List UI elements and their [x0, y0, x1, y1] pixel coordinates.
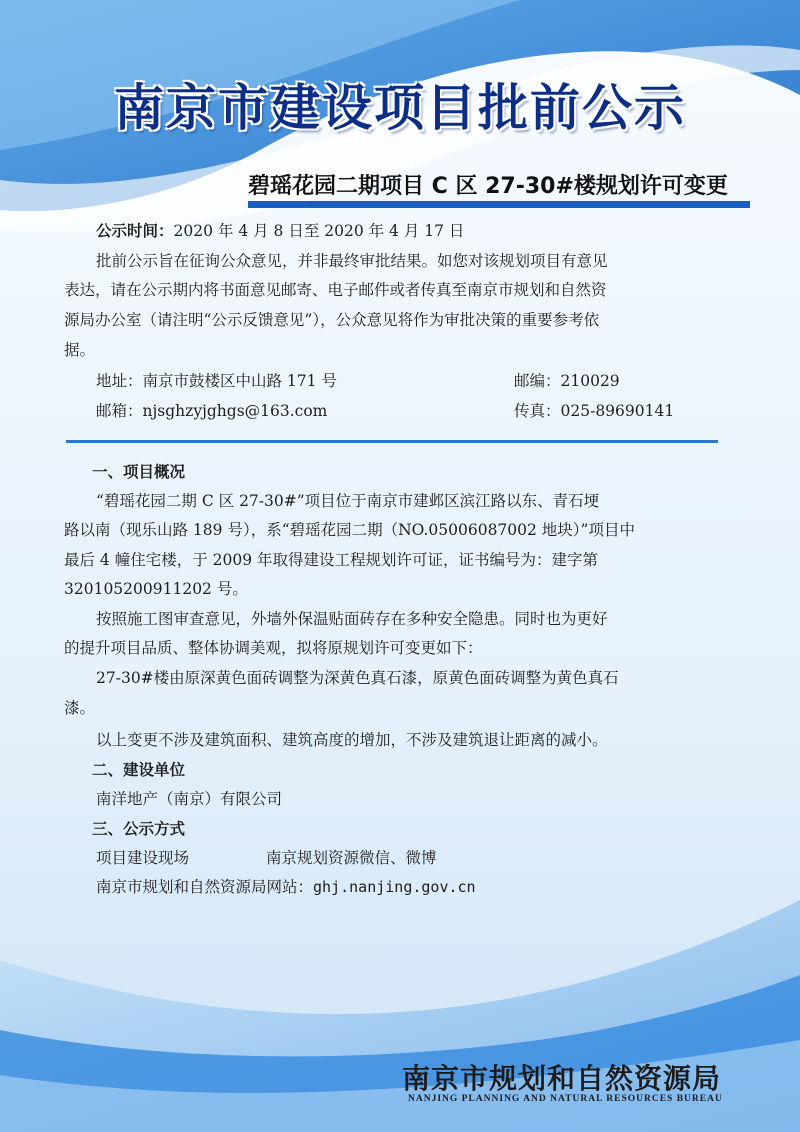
overview-line: 漆。	[64, 699, 96, 717]
intro-line: 表达，请在公示期内将书面意见邮寄、电子邮件或者传真至南京市规划和自然资	[64, 281, 607, 299]
notice-period-value: 2020 年 4 月 8 日至 2020 年 4 月 17 日	[173, 222, 465, 240]
overview-line: 27-30#楼由原深黄色面砖调整为深黄色真石漆，原黄色面砖调整为黄色真石	[96, 669, 619, 687]
publicity-item-site: 项目建设现场	[96, 849, 190, 867]
contact-postcode: 邮编：210029	[514, 372, 620, 390]
overview-line: 的提升项目品质、整体协调美观，拟将原规划许可变更如下：	[64, 639, 483, 657]
overview-line: 最后 4 幢住宅楼，于 2009 年取得建设工程规划许可证，证书编号为：建字第	[64, 551, 599, 569]
project-subtitle: 碧瑶花园二期项目 C 区 27-30#楼规划许可变更	[248, 174, 728, 199]
intro-line: 据。	[64, 341, 96, 359]
contact-fax: 传真：025-89690141	[514, 402, 675, 420]
overview-line: “碧瑶花园二期 C 区 27-30#”项目位于南京市建邺区滨江路以东、青石埂	[96, 492, 600, 510]
subtitle-underline	[248, 201, 750, 208]
overview-line: 320105200911202 号。	[64, 580, 248, 598]
overview-line: 按照施工图审查意见，外墙外保温贴面砖存在多种安全隐患。同时也为更好	[96, 610, 608, 628]
publicity-website-url: ghj.nanjing.gov.cn	[313, 878, 476, 896]
page-title: 南京市建设项目批前公示	[114, 78, 686, 137]
intro-line: 源局办公室（请注明“公示反馈意见”），公众意见将作为审批决策的重要参考依	[64, 311, 600, 329]
section-heading-overview: 一、项目概况	[92, 463, 186, 481]
builder-name: 南洋地产（南京）有限公司	[96, 790, 283, 808]
contact-address: 地址：南京市鼓楼区中山路 171 号	[96, 372, 337, 390]
notice-period-label: 公示时间：	[96, 222, 174, 240]
overview-line: 路以南（现乐山路 189 号），系“碧瑶花园二期（NO.05006087002 地块）”项目中	[64, 521, 635, 539]
section-heading-publicity: 三、公示方式	[92, 820, 186, 838]
publicity-website	[96, 877, 476, 897]
notice-period	[96, 221, 464, 241]
section-heading-builder: 二、建设单位	[92, 761, 186, 779]
footer-org-name: 南京市规划和自然资源局	[402, 1062, 722, 1095]
footer-org-name-en: NANJING PLANNING AND NATURAL RESOURCES BUREAU	[408, 1094, 723, 1104]
overview-line: 以上变更不涉及建筑面积、建筑高度的增加，不涉及建筑退让距离的减小。	[96, 731, 608, 749]
publicity-website-label: 南京市规划和自然资源局网站：	[96, 878, 314, 896]
section-divider	[66, 440, 718, 443]
publicity-item-wechat: 南京规划资源微信、微博	[266, 849, 437, 867]
intro-line: 批前公示旨在征询公众意见，并非最终审批结果。如您对该规划项目有意见	[96, 252, 608, 270]
contact-email: 邮箱：njsghzyjghgs@163.com	[96, 402, 328, 420]
